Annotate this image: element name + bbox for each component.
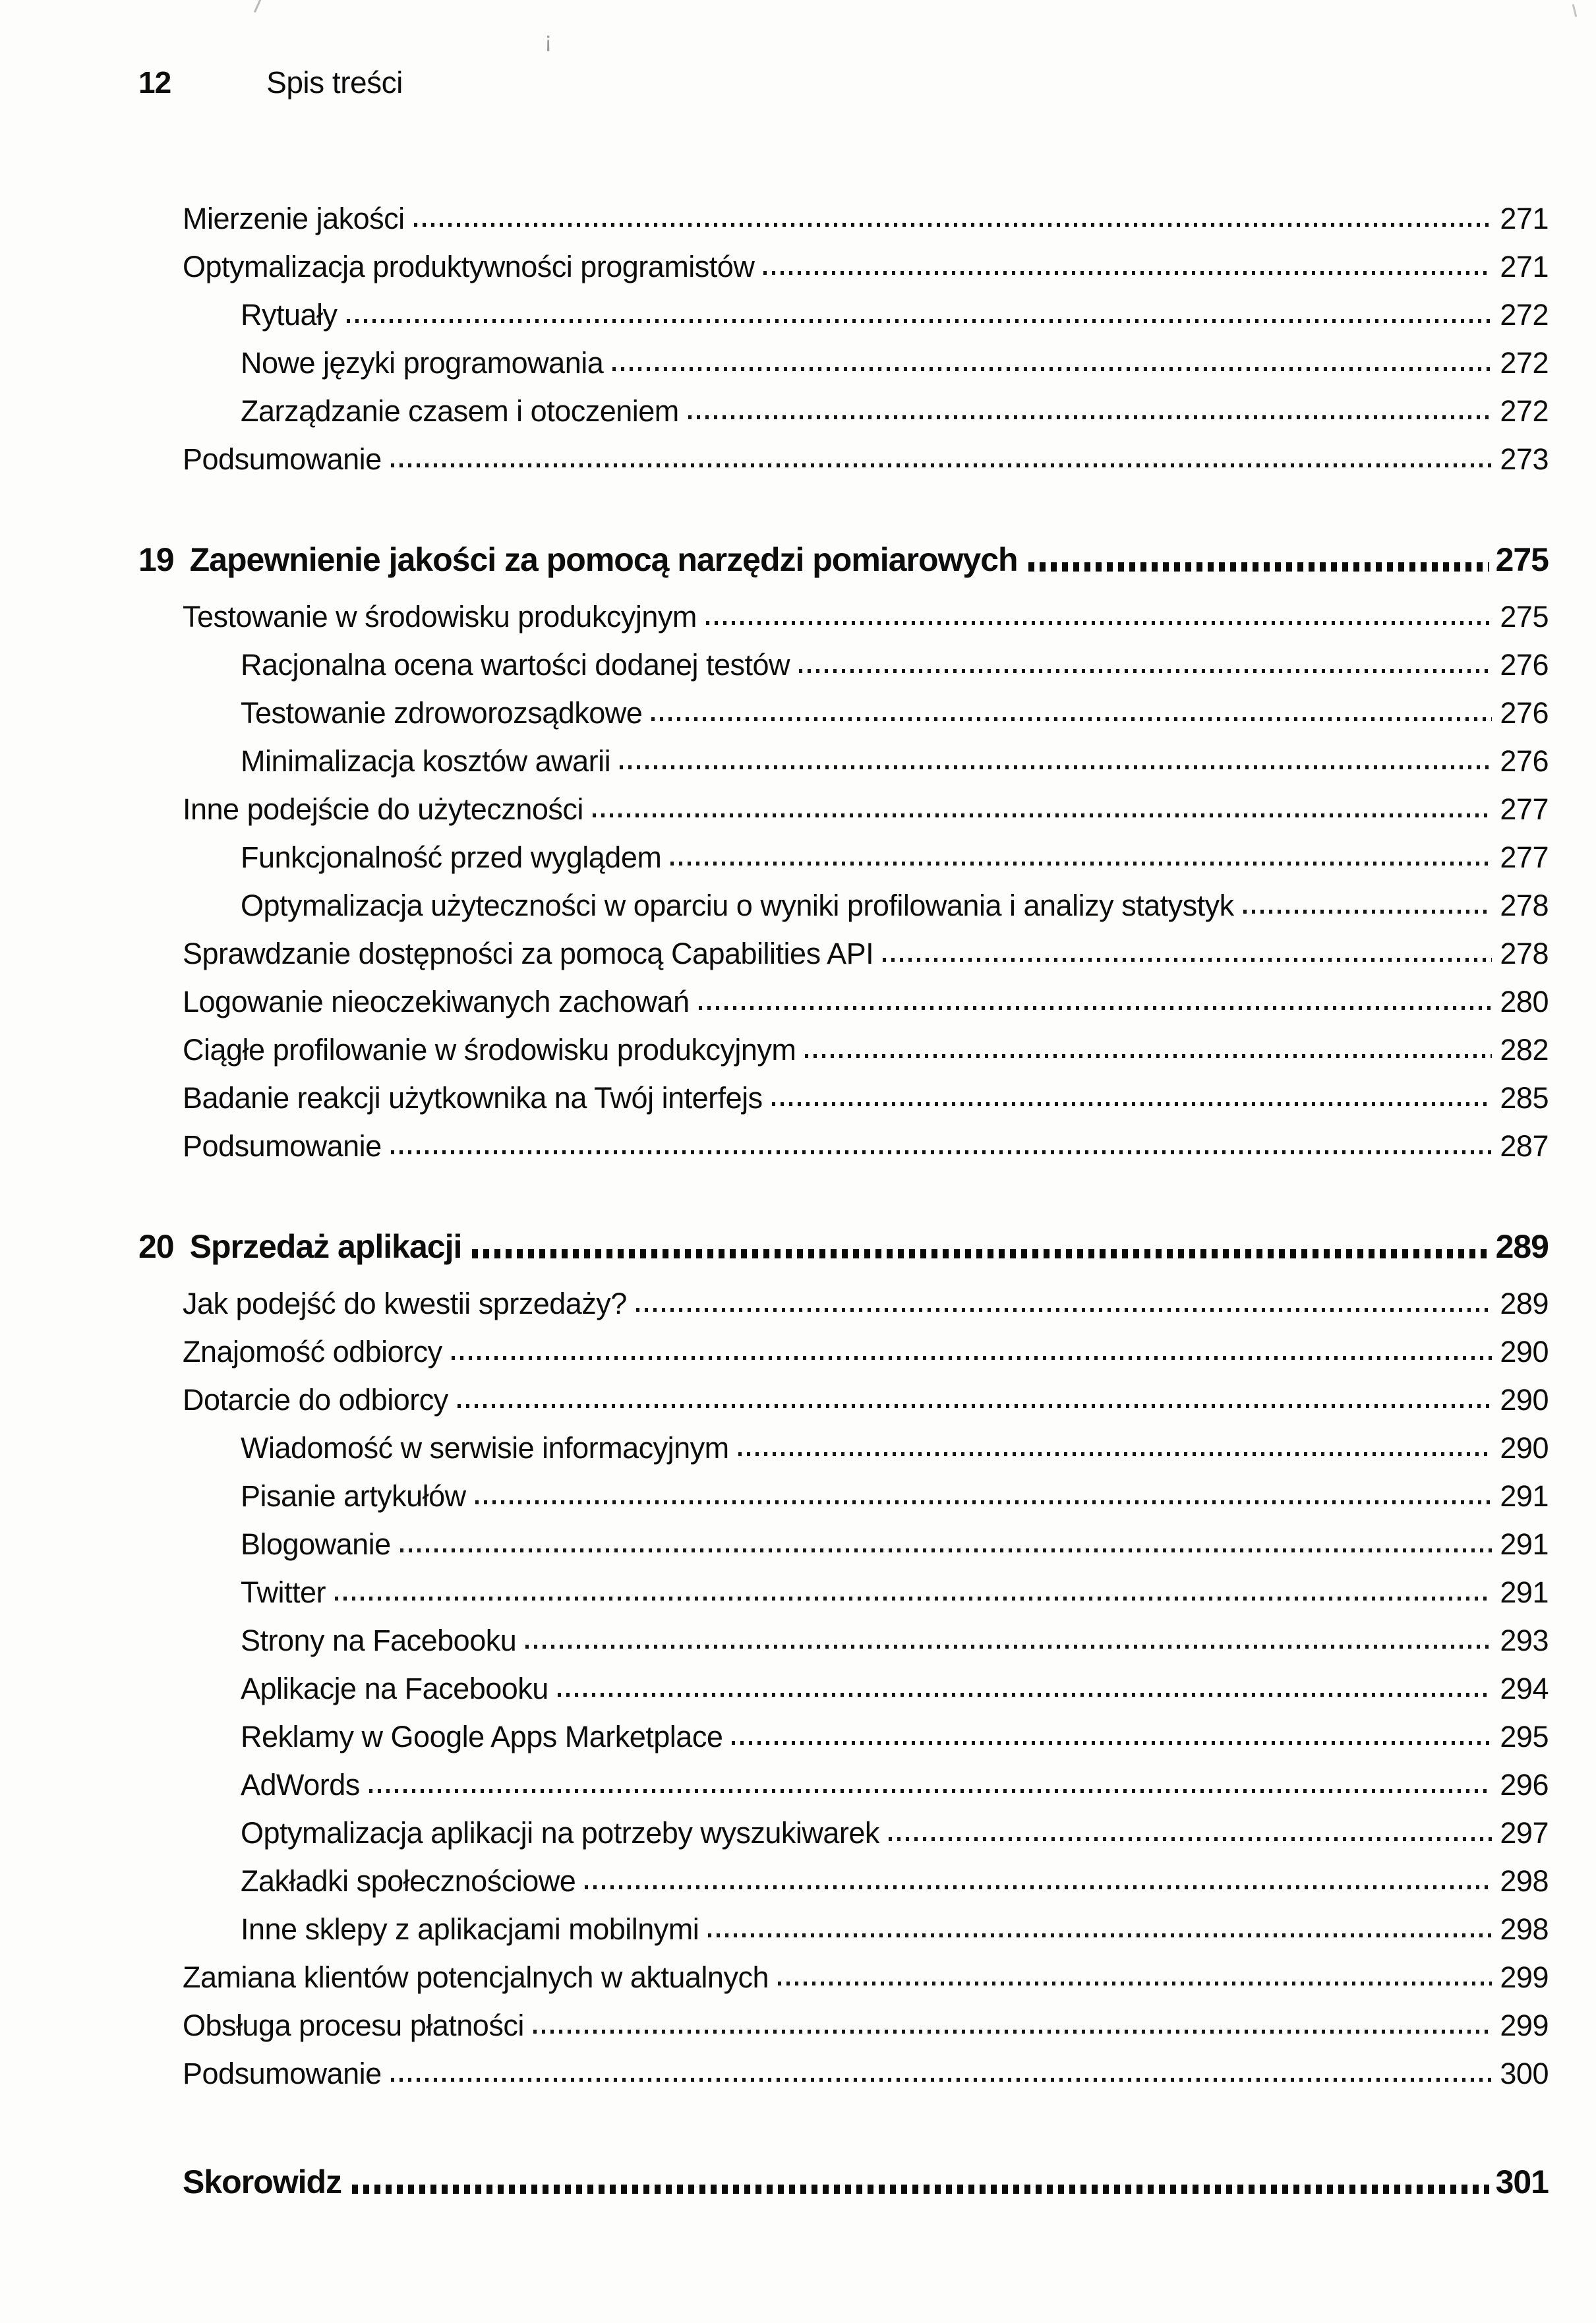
entry-page-number: 290	[1500, 1383, 1549, 1417]
chapter-page-number: 275	[1495, 541, 1549, 578]
dot-leader	[585, 1885, 1492, 1889]
entry-page-number: 272	[1500, 298, 1549, 332]
toc-entry	[241, 1616, 1549, 1664]
entry-page-number: 291	[1500, 1527, 1549, 1561]
running-header-title: Spis treści	[266, 65, 403, 100]
dot-leader	[414, 223, 1493, 227]
toc-entry-block	[138, 593, 1549, 1170]
entry-page-number: 297	[1500, 1816, 1549, 1850]
entry-label: Zamiana klientów potencjalnych w aktualnych	[183, 1960, 769, 1994]
entry-label: Reklamy w Google Apps Marketplace	[241, 1720, 723, 1753]
dot-leader	[732, 1741, 1492, 1745]
dot-leader	[889, 1837, 1493, 1841]
entry-page-number: 299	[1500, 1960, 1549, 1994]
entry-label: Racjonalna ocena wartości dodanej testów	[241, 648, 790, 682]
dot-leader	[670, 862, 1492, 866]
entry-label: Minimalizacja kosztów awarii	[241, 744, 611, 778]
dot-leader	[533, 2030, 1493, 2034]
dot-leader	[391, 2078, 1493, 2082]
dot-leader	[699, 1006, 1493, 1010]
toc-entry	[183, 929, 1549, 978]
entry-page-number: 298	[1500, 1912, 1549, 1946]
entry-label: Ciągłe profilowanie w środowisku produkcyjnym	[183, 1033, 796, 1067]
entry-page-number: 271	[1500, 250, 1549, 283]
toc-entry	[183, 1074, 1549, 1122]
entry-label: Strony na Facebooku	[241, 1624, 517, 1657]
chapter-number: 19	[138, 541, 174, 578]
toc-entry-block	[138, 194, 1549, 483]
dot-leader	[772, 1102, 1493, 1106]
chapter-title: Skorowidz	[183, 2163, 342, 2200]
toc-entry	[183, 785, 1549, 833]
entry-label: Optymalizacja aplikacji na potrzeby wyszukiwarek	[241, 1816, 879, 1850]
chapter-title: Zapewnienie jakości za pomocą narzędzi pomiarowych	[189, 541, 1018, 578]
entry-label: Mierzenie jakości	[183, 202, 405, 235]
running-header	[0, 0, 1596, 99]
entry-page-number: 273	[1500, 442, 1549, 476]
toc-entry	[183, 1328, 1549, 1376]
toc-entry	[241, 1761, 1549, 1809]
chapter-number: 20	[138, 1228, 174, 1265]
entry-page-number: 295	[1500, 1720, 1549, 1753]
entry-page-number: 271	[1500, 202, 1549, 235]
entry-page-number: 289	[1500, 1287, 1549, 1320]
entry-label: Twitter	[241, 1575, 326, 1609]
entry-label: Logowanie nieoczekiwanych zachowań	[183, 985, 690, 1018]
dot-leader	[799, 669, 1492, 673]
chapter-page-number: 289	[1495, 1228, 1549, 1265]
toc-entry	[241, 1568, 1549, 1616]
dot-leader	[369, 1789, 1493, 1793]
dot-leader	[883, 958, 1492, 962]
dot-leader	[391, 1150, 1493, 1154]
dot-leader	[1028, 562, 1489, 572]
entry-label: Testowanie w środowisku produkcyjnym	[183, 600, 697, 633]
entry-page-number: 275	[1500, 600, 1549, 633]
dot-leader	[620, 765, 1492, 769]
table-of-contents	[0, 194, 1596, 2203]
entry-label: Zakładki społecznościowe	[241, 1864, 576, 1898]
toc-entry	[241, 339, 1549, 387]
entry-label: Rytuały	[241, 298, 338, 332]
dot-leader	[335, 1597, 1492, 1601]
entry-page-number: 294	[1500, 1672, 1549, 1705]
entry-page-number: 277	[1500, 840, 1549, 874]
entry-label: Blogowanie	[241, 1527, 391, 1561]
entry-page-number: 287	[1500, 1129, 1549, 1163]
chapter-page-number: 301	[1495, 2163, 1549, 2200]
page-number: 12	[138, 65, 171, 100]
dot-leader	[458, 1404, 1493, 1408]
entry-label: Optymalizacja produktywności programistów	[183, 250, 755, 283]
entry-label: Wiadomość w serwisie informacyjnym	[241, 1431, 729, 1465]
toc-entry	[183, 435, 1549, 483]
entry-page-number: 300	[1500, 2057, 1549, 2090]
entry-label: Dotarcie do odbiorcy	[183, 1383, 448, 1417]
dot-leader	[706, 621, 1493, 625]
entry-label: Testowanie zdroworozsądkowe	[241, 696, 643, 730]
entry-page-number: 276	[1500, 696, 1549, 730]
entry-label: Podsumowanie	[183, 442, 382, 476]
entry-label: Podsumowanie	[183, 1129, 382, 1163]
scan-artifact: ¡	[545, 28, 552, 53]
dot-leader	[763, 271, 1492, 275]
toc-entry	[183, 194, 1549, 243]
entry-label: Jak podejść do kwestii sprzedaży?	[183, 1287, 627, 1320]
entry-page-number: 278	[1500, 889, 1549, 922]
dot-leader	[400, 1548, 1493, 1552]
entry-label: Nowe języki programowania	[241, 346, 604, 380]
entry-page-number: 282	[1500, 1033, 1549, 1067]
entry-label: Badanie reakcji użytkownika na Twój interfejs	[183, 1081, 763, 1115]
dot-leader	[475, 1500, 1493, 1504]
chapter-heading	[183, 2161, 1549, 2203]
toc-entry	[183, 2049, 1549, 2098]
entry-page-number: 290	[1500, 1431, 1549, 1465]
toc-entry	[241, 641, 1549, 689]
entry-page-number: 280	[1500, 985, 1549, 1018]
dot-leader	[593, 813, 1493, 817]
dot-leader	[558, 1693, 1493, 1697]
entry-page-number: 285	[1500, 1081, 1549, 1115]
entry-page-number: 299	[1500, 2009, 1549, 2042]
dot-leader	[347, 319, 1493, 323]
entry-label: Pisanie artykułów	[241, 1479, 466, 1513]
entry-page-number: 276	[1500, 744, 1549, 778]
toc-entry	[241, 1424, 1549, 1472]
dot-leader	[805, 1054, 1492, 1058]
entry-page-number: 272	[1500, 346, 1549, 380]
dot-leader	[612, 367, 1492, 371]
toc-entry	[241, 833, 1549, 881]
dot-leader	[651, 717, 1492, 721]
chapter-heading	[138, 539, 1549, 581]
dot-leader	[472, 1249, 1489, 1258]
toc-entry	[183, 593, 1549, 641]
entry-label: Zarządzanie czasem i otoczeniem	[241, 394, 679, 428]
chapter-title: Sprzedaż aplikacji	[189, 1228, 462, 1265]
entry-label: AdWords	[241, 1768, 360, 1802]
toc-entry	[241, 689, 1549, 737]
toc-entry	[183, 243, 1549, 291]
toc-entry	[183, 1279, 1549, 1328]
toc-entry	[241, 1664, 1549, 1713]
entry-page-number: 276	[1500, 648, 1549, 682]
entry-page-number: 296	[1500, 1768, 1549, 1802]
entry-label: Funkcjonalność przed wyglądem	[241, 840, 662, 874]
toc-entry	[241, 1809, 1549, 1857]
dot-leader	[688, 415, 1493, 419]
entry-page-number: 290	[1500, 1335, 1549, 1368]
dot-leader	[708, 1933, 1492, 1937]
dot-leader	[452, 1356, 1493, 1360]
dot-leader	[636, 1308, 1493, 1312]
dot-leader	[525, 1645, 1492, 1649]
dot-leader	[391, 463, 1493, 467]
entry-page-number: 278	[1500, 937, 1549, 970]
toc-entry	[183, 1026, 1549, 1074]
entry-page-number: 293	[1500, 1624, 1549, 1657]
toc-entry	[183, 1953, 1549, 2001]
entry-page-number: 298	[1500, 1864, 1549, 1898]
dot-leader	[1243, 910, 1493, 914]
toc-entry	[241, 881, 1549, 929]
entry-label: Znajomość odbiorcy	[183, 1335, 442, 1368]
dot-leader	[352, 2185, 1489, 2194]
entry-page-number: 277	[1500, 792, 1549, 826]
entry-page-number: 291	[1500, 1575, 1549, 1609]
entry-page-number: 272	[1500, 394, 1549, 428]
dot-leader	[778, 1982, 1492, 1985]
entry-label: Optymalizacja użyteczności w oparciu o wyniki profilowania i analizy statystyk	[241, 889, 1234, 922]
entry-label: Obsługa procesu płatności	[183, 2009, 524, 2042]
entry-label: Sprawdzanie dostępności za pomocą Capabilities API	[183, 937, 874, 970]
toc-entry	[241, 291, 1549, 339]
toc-entry-block	[138, 1279, 1549, 2098]
toc-entry	[241, 1520, 1549, 1568]
toc-entry	[183, 978, 1549, 1026]
toc-entry	[241, 1713, 1549, 1761]
toc-entry	[241, 387, 1549, 435]
entry-label: Inne sklepy z aplikacjami mobilnymi	[241, 1912, 699, 1946]
toc-entry	[183, 1376, 1549, 1424]
entry-label: Inne podejście do użyteczności	[183, 792, 583, 826]
toc-entry	[241, 1857, 1549, 1905]
chapter-heading	[138, 1225, 1549, 1268]
entry-label: Podsumowanie	[183, 2057, 382, 2090]
dot-leader	[738, 1452, 1493, 1456]
toc-entry	[183, 1122, 1549, 1170]
toc-entry	[241, 1472, 1549, 1520]
toc-entry	[183, 2001, 1549, 2049]
entry-label: Aplikacje na Facebooku	[241, 1672, 548, 1705]
toc-entry	[241, 1905, 1549, 1953]
entry-page-number: 291	[1500, 1479, 1549, 1513]
toc-entry	[241, 737, 1549, 785]
